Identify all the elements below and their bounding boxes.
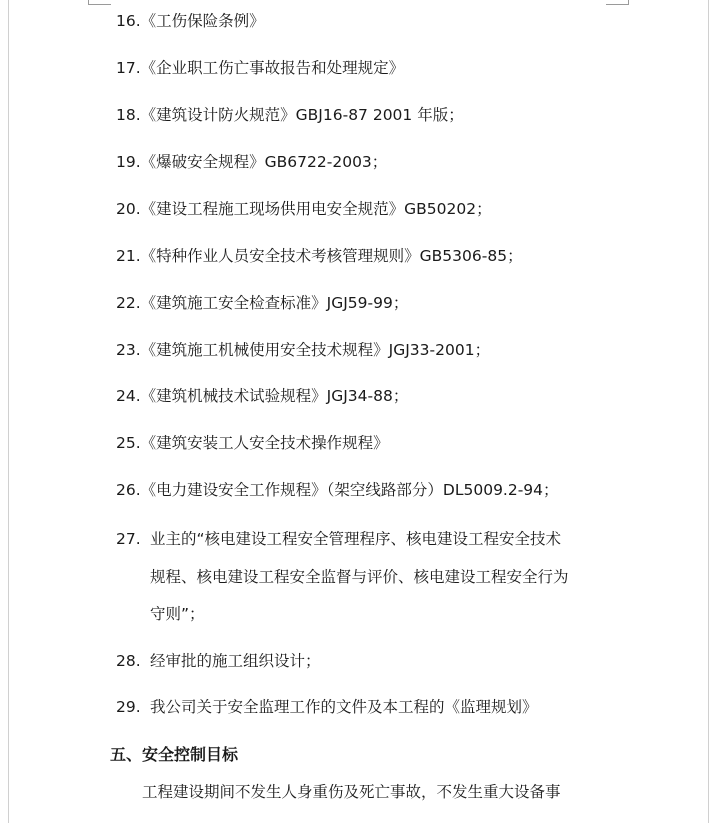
list-item-number: 20.: [116, 200, 141, 218]
section-heading: 五、安全控制目标: [110, 745, 239, 764]
list-item-number: 17.: [116, 59, 141, 77]
list-item-number: 22.: [116, 294, 141, 312]
list-item-text-line-2: 规程、核电建设工程安全监督与评价、核电建设工程安全行为: [150, 568, 569, 586]
margin-corner-mark-right: [606, 0, 629, 5]
list-item-text: 《工伤保险条例》: [140, 12, 265, 30]
list-item-number: 27.: [116, 530, 141, 548]
list-item: [116, 340, 490, 360]
list-item: [116, 695, 538, 717]
list-item: [116, 246, 523, 266]
list-item-number: 24.: [116, 387, 141, 405]
list-item: [116, 152, 387, 172]
list-item: [116, 58, 404, 78]
list-item-text: 《建筑机械技术试验规程》JGJ34-88；: [140, 387, 409, 405]
list-item-text: 《爆破安全规程》GB6722-2003；: [140, 153, 388, 171]
list-item-number: 21.: [116, 247, 141, 265]
list-item-number: 29.: [116, 698, 141, 716]
list-item: [116, 11, 265, 31]
list-item: [116, 649, 321, 671]
list-item-text: 《建筑设计防火规范》GBJ16-87 2001 年版；: [140, 106, 464, 124]
list-item: [116, 199, 492, 219]
page-border-left: [8, 0, 9, 823]
list-item: [116, 386, 408, 406]
list-item: [116, 527, 561, 549]
list-item-text: 经审批的施工组织设计；: [150, 652, 321, 670]
list-item-text: 《电力建设安全工作规程》（架空线路部分）DL5009.2-94；: [140, 481, 559, 499]
page-border-right: [708, 0, 709, 823]
margin-corner-mark-left: [88, 0, 111, 5]
list-item-text: 《建筑施工机械使用安全技术规程》JGJ33-2001；: [140, 341, 491, 359]
list-item-text: 《特种作业人员安全技术考核管理规则》GB5306-85；: [140, 247, 523, 265]
list-item: [116, 480, 559, 500]
list-item-number: 23.: [116, 341, 141, 359]
list-item-number: 28.: [116, 652, 141, 670]
list-item: [116, 105, 464, 125]
list-item: [116, 293, 408, 313]
list-item-text: 《建设工程施工现场供用电安全规范》GB50202；: [140, 200, 492, 218]
list-item-text: 《企业职工伤亡事故报告和处理规定》: [140, 59, 405, 77]
list-item-number: 19.: [116, 153, 141, 171]
list-item-text: 我公司关于安全监理工作的文件及本工程的《监理规划》: [150, 698, 538, 716]
list-item-number: 16.: [116, 12, 141, 30]
list-item-number: 25.: [116, 434, 141, 452]
list-item-text: 《建筑施工安全检查标准》JGJ59-99；: [140, 294, 409, 312]
list-item-number: 26.: [116, 481, 141, 499]
list-item-text-line-1: 业主的“核电建设工程安全管理程序、核电建设工程安全技术: [150, 530, 562, 548]
list-item: [116, 433, 389, 453]
list-item-text: 《建筑安装工人安全技术操作规程》: [140, 434, 389, 452]
section-paragraph: 工程建设期间不发生人身重伤及死亡事故，不发生重大设备事: [142, 783, 561, 801]
list-item-text-line-3: 守则”；: [150, 605, 205, 623]
list-item-number: 18.: [116, 106, 141, 124]
